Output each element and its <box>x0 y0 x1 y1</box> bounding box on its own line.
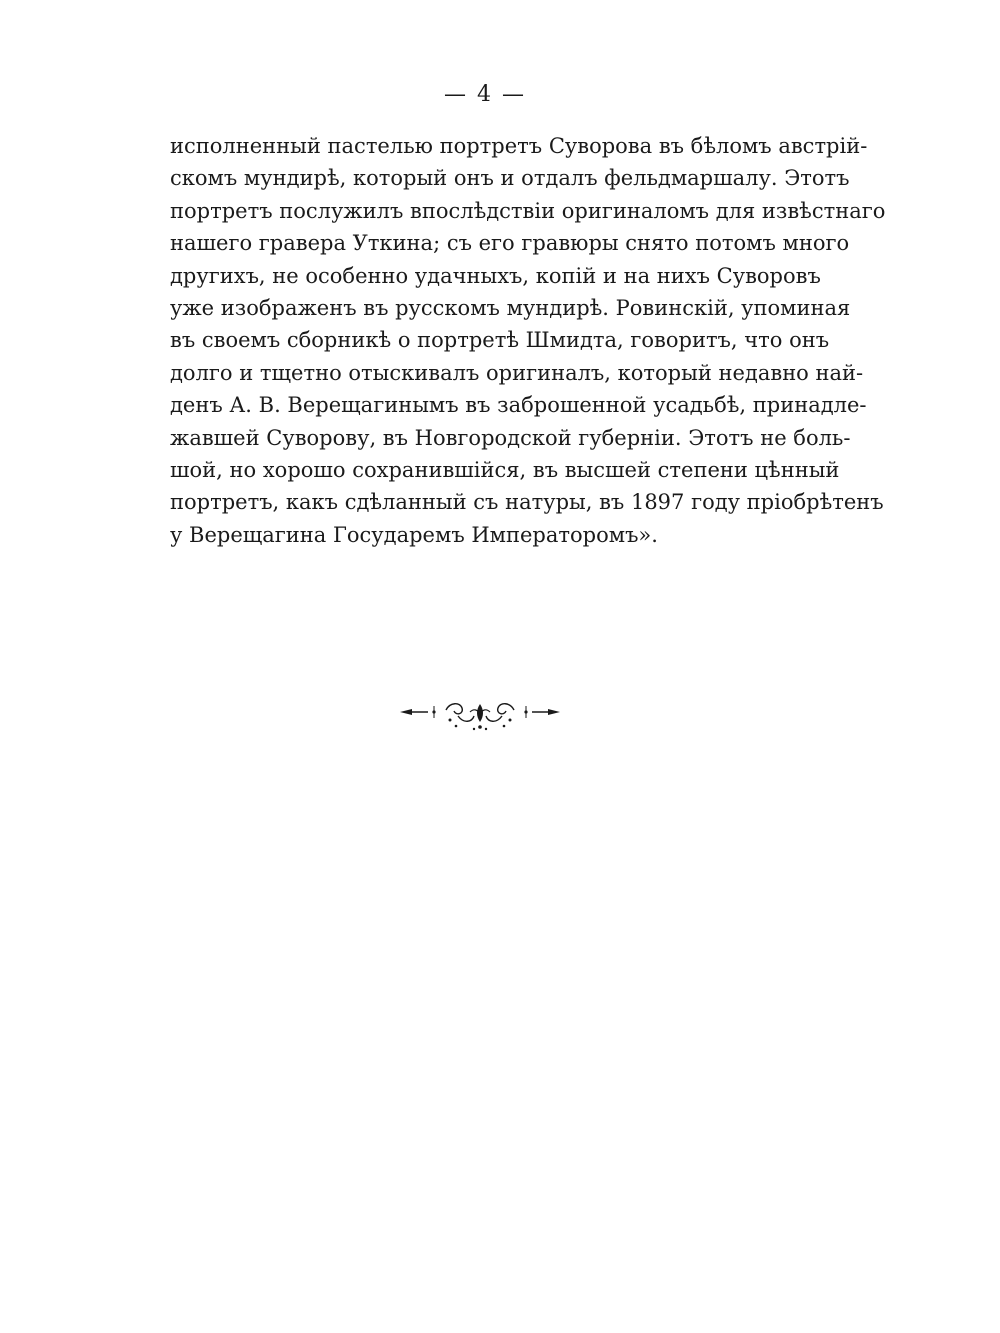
page-number: — 4 — <box>444 82 526 107</box>
text-line: уже изображенъ въ русскомъ мундирѣ. Ровинскій, упоминая <box>170 295 851 320</box>
text-line: нашего гравера Уткина; съ его гравюры снято потомъ много <box>170 231 850 256</box>
text-line: денъ А. В. Верещагинымъ въ заброшенной усадьбѣ, принадле- <box>170 393 867 418</box>
text-line: исполненный пастелью портретъ Суворова въ бѣломъ австрій- <box>170 134 868 158</box>
text-line: у Верещагина Государемъ Императоромъ». <box>170 522 658 547</box>
text-line: шой, но хорошо сохранившійся, въ высшей степени цѣнный <box>170 457 840 482</box>
text-line: портретъ, какъ сдѣланный съ натуры, въ 1897 году пріобрѣтенъ <box>170 490 884 515</box>
body-text <box>170 130 886 551</box>
text-line: въ своемъ сборникѣ о портретѣ Шмидта, говоритъ, что онъ <box>170 328 830 353</box>
text-line: портретъ послужилъ впослѣдствіи оригиналомъ для извѣстнаго <box>170 198 886 223</box>
text-line: скомъ мундирѣ, который онъ и отдалъ фельдмаршалу. Этотъ <box>170 166 850 191</box>
text-line: жавшей Суворову, въ Новгородской губерніи. Этотъ не боль- <box>170 425 851 450</box>
text-line: другихъ, не особенно удачныхъ, копій и на нихъ Суворовъ <box>170 263 821 288</box>
floral-divider-icon <box>398 696 562 736</box>
text-line: долго и тщетно отыскивалъ оригиналъ, который недавно най- <box>170 360 864 385</box>
